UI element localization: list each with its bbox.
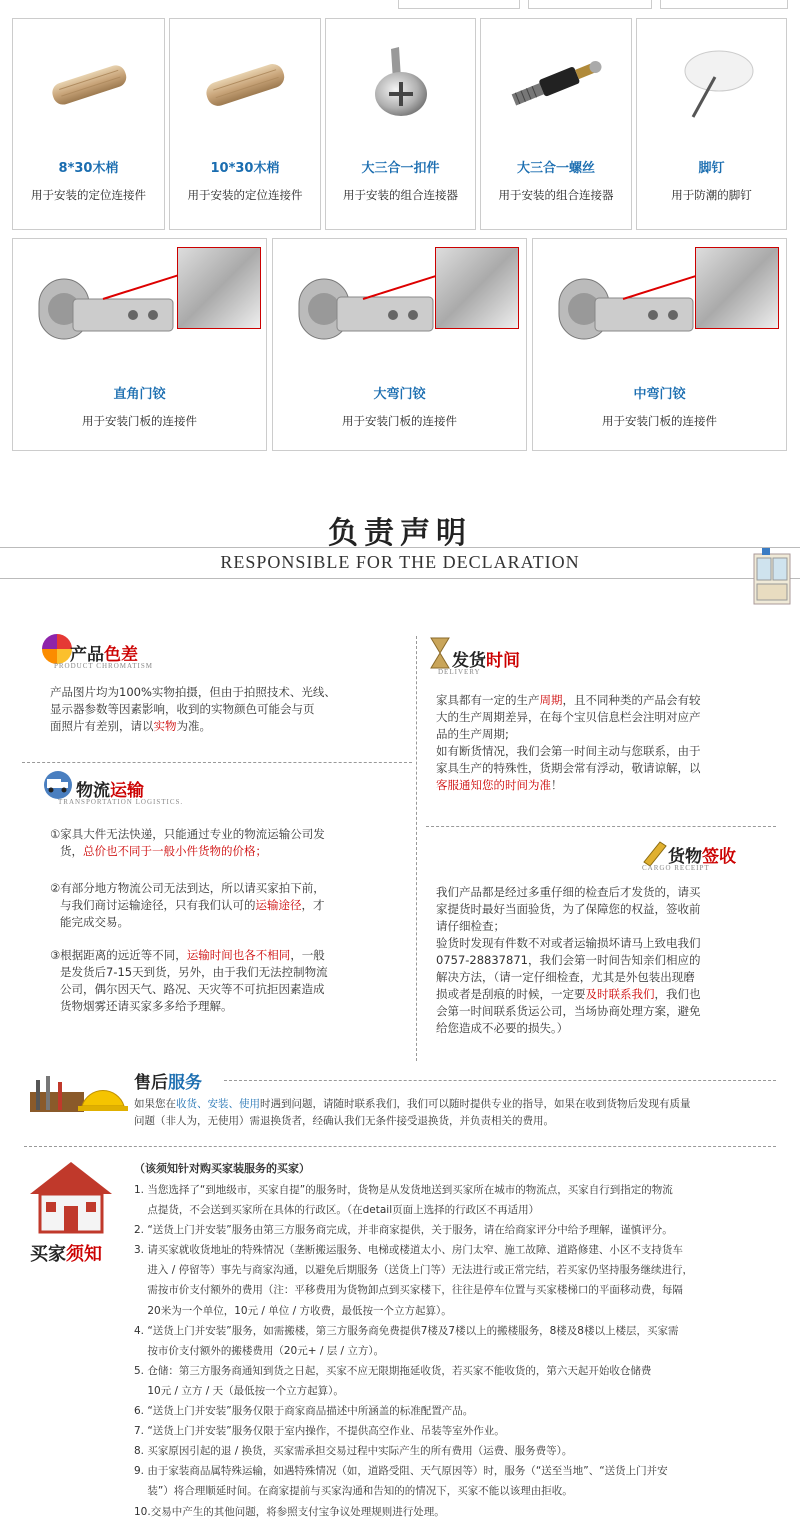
notice-item: 4. “送货上门并安装”服务，如需搬楼，第三方服务商免费提供7楼及7楼以上的搬楼服务，8楼及8楼以上楼层，买家需 xyxy=(134,1324,679,1337)
notice-heading: 买家 须知 xyxy=(30,1244,102,1265)
hinge-name: 中弯门铰 xyxy=(633,387,686,402)
notice-item: 1. 当您选择了“到地级市，买家自提”的服务时，货物是从发货地送到买家所在城市的物流点，买家自行到指定的物流 xyxy=(134,1184,673,1196)
top-tab xyxy=(398,0,520,9)
hinge-name: 大弯门铰 xyxy=(373,387,426,402)
pen-icon xyxy=(640,836,668,866)
accessory-card-foot-nail xyxy=(636,18,787,230)
chromatism-text: 产品图片均为100%实物拍摄，但由于拍照技术、光线、 显示器参数等因素影响，收到的实物颜色可能会与页 面照片有差别，请以实物为准。 xyxy=(50,685,336,733)
notice-item: 进入 / 停留等）事先与商家沟通，以避免后期服务（送货上门等）无法进行或正常完结，若买家仍坚持服务继续进行， xyxy=(134,1264,694,1277)
hinge-desc: 用于安装门板的连接件 xyxy=(82,414,197,428)
logistics-heading: 物流 运输 TRANSPORTATION LOGISTICS. xyxy=(58,781,184,806)
divider xyxy=(0,547,800,548)
notice-item: 7. “送货上门并安装”服务仅限于室内操作，不提供高空作业、吊装等室外作业。 xyxy=(134,1425,505,1438)
wood-dowel-icon xyxy=(13,19,164,149)
accessory-desc: 用于安装的定位连接件 xyxy=(31,188,146,202)
divider xyxy=(24,1146,776,1147)
notice-item: 10元 / 立方 / 天（最低按一个立方起算）。 xyxy=(134,1384,344,1397)
divider xyxy=(0,578,800,579)
aftersale-text: 如果您在收货、安装、使用时遇到问题，请随时联系我们，我们可以随时提供专业的指导，如果在收到货物后发现有质量 问题（非人为，无使用）需退换货者，经确认我们无条件接受退换货，并负责相关的费用。 xyxy=(134,1098,691,1127)
divider xyxy=(224,1080,776,1081)
accessory-desc: 用于安装的组合连接器 xyxy=(343,188,458,202)
receipt-text: 我们产品都是经过多重仔细的检查后才发货的，请买 家提货时最好当面验货，为了保障您的权益，签收前 请仔细检查； 验货时发现有件数不对或者运输损坏请马上致电我们 0757-28837871，我们会第一时间告知亲们相应的 解决方法，（请一定仔细检查，尤其是外包装出现磨 损或者是刮痕的时候，一定要及时联系我们，我们也 会第一时间联系货运公司，当场协商处理方案，避免 给您造成不必要的损失。） xyxy=(436,885,701,1035)
foot-nail-icon xyxy=(637,19,786,149)
notice-item: 20米为一个单位，10元 / 单位 / 方收费，最低按一个立方起算）。 xyxy=(134,1304,452,1317)
notice-item: 8. 买家原因引起的退 / 换货，买家需承担交易过程中实际产生的所有费用（运费、服务费等）。 xyxy=(134,1445,573,1458)
notice-item: 10.交易中产生的其他问题，将参照支付宝争议处理规则进行处理。 xyxy=(134,1505,445,1518)
cam-lock-icon xyxy=(326,19,475,149)
delivery-text: 家具都有一定的生产周期，且不同种类的产品会有较 大的生产周期差异，在每个宝贝信息栏会注明对应产 品的生产周期; 如有断货情况，我们会第一时间主动与您联系，由于 家具生产的特殊性，货期会常有浮动，敬请谅解，以 客服通知您的时间为准！ xyxy=(436,693,701,792)
logistics-item-2: ②有部分地方物流公司无法到达，所以请买家拍下前， 与我们商讨运输途径，只有我们认可的运输途径，才 能完成交易。 xyxy=(50,881,325,929)
cabinet-icon xyxy=(748,548,798,606)
hinge-card-large-bend xyxy=(272,238,527,451)
accessory-card-wood-dowel-10 xyxy=(169,18,321,230)
hinge-card-medium-bend xyxy=(532,238,787,451)
accessory-desc: 用于安装的组合连接器 xyxy=(498,188,614,202)
accessory-card-cam-screw xyxy=(480,18,632,230)
top-tab xyxy=(528,0,652,9)
logistics-item-1: ①家具大件无法快递，只能通过专业的物流运输公司发 货，总价也不同于一般小件货物的价格； xyxy=(50,827,325,858)
hinge-zoom-image xyxy=(435,247,519,329)
accessory-name: 大三合一螺丝 xyxy=(516,161,595,176)
accessory-desc: 用于防潮的脚钉 xyxy=(671,188,752,202)
accessory-name: 8*30木梢 xyxy=(58,161,119,176)
truck-icon xyxy=(40,770,76,800)
accessory-card-cam-fitting xyxy=(325,18,476,230)
color-palette-icon xyxy=(40,632,74,666)
hinge-zoom-image xyxy=(177,247,261,329)
wood-dowel-icon xyxy=(170,19,320,149)
accessory-name: 10*30木梢 xyxy=(210,161,280,176)
hinge-desc: 用于安装门板的连接件 xyxy=(342,414,457,428)
accessory-name: 大三合一扣件 xyxy=(361,161,440,176)
screw-icon xyxy=(481,19,631,149)
notice-subheading: （该须知针对购买家装服务的买家） xyxy=(134,1162,310,1175)
hinge-card-straight xyxy=(12,238,267,451)
declaration-subtitle: RESPONSIBLE FOR THE DECLARATION xyxy=(220,552,580,572)
divider xyxy=(426,826,776,827)
notice-list xyxy=(134,1180,794,1522)
hinge-desc: 用于安装门板的连接件 xyxy=(602,414,717,428)
hinge-name: 直角门铰 xyxy=(113,387,166,402)
notice-item: 点提货，不会送到买家所在具体的行政区。（在detail页面上选择的行政区不再适用） xyxy=(134,1204,540,1217)
hourglass-icon xyxy=(426,636,454,670)
logistics-item-3: ③根据距离的远近等不同，运输时间也各不相同，一般 是发货后7-15天到货，另外，由于我们无法控制物流 公司，偶尔因天气、路况、天灾等不可抗拒因素造成 货物烟雾还请买家多多给予理解。 xyxy=(50,948,328,1013)
notice-item: 需按市价支付额外的费用（注：平移费用为货物卸点到买家楼下，往往是停车位置与买家楼梯口的平面移动费，每隔 xyxy=(134,1284,683,1297)
divider xyxy=(22,762,412,763)
declaration-title: 负责声明 xyxy=(328,516,472,551)
notice-item: 按市价支付额外的搬楼费用（20元+ / 层 / 立方）。 xyxy=(134,1344,385,1357)
delivery-heading: 发货 时间 DELIVERY xyxy=(438,651,520,676)
notice-item: 3. 请买家就收货地址的特殊情况（垄断搬运服务、电梯或楼道太小、房门太窄、施工故障、道路修建、小区不支持货车 xyxy=(134,1244,683,1257)
notice-item: 装”）将合理顺延时间。在商家提前与买家沟通和告知的的情况下，买家不能以该理由拒收。 xyxy=(134,1485,573,1498)
house-icon xyxy=(26,1158,116,1234)
notice-item: 5. 仓储：第三方服务商通知到货之日起，买家不应无限期拖延收货，若买家不能收货的，第六天起开始收仓储费 xyxy=(134,1364,652,1377)
hinge-zoom-image xyxy=(695,247,779,329)
aftersale-heading: 售后 服务 xyxy=(134,1073,202,1093)
notice-item: 6. “送货上门并安装”服务仅限于商家商品描述中所涵盖的标准配置产品。 xyxy=(134,1405,474,1418)
accessory-desc: 用于安装的定位连接件 xyxy=(187,188,303,202)
accessory-name: 脚钉 xyxy=(698,161,725,176)
notice-item: 9. 由于家装商品属特殊运输，如遇特殊情况（如，道路受阻、天气原因等）时，服务（“送至当地”、“送货上门并安 xyxy=(134,1465,668,1478)
chromatism-heading: 产品 色差 PRODUCT CHROMATISM xyxy=(54,645,153,670)
receipt-heading: 货物 签收 CARGO RECEIPT xyxy=(642,847,736,872)
accessory-card-wood-dowel-8 xyxy=(12,18,165,230)
top-tab xyxy=(660,0,788,9)
tools-helmet-icon xyxy=(24,1066,128,1130)
divider xyxy=(416,636,417,1061)
notice-item: 2. “送货上门并安装”服务由第三方服务商完成，并非商家提供，关于服务，请在给商家评分中给予理解，谨慎评分。 xyxy=(134,1224,673,1237)
